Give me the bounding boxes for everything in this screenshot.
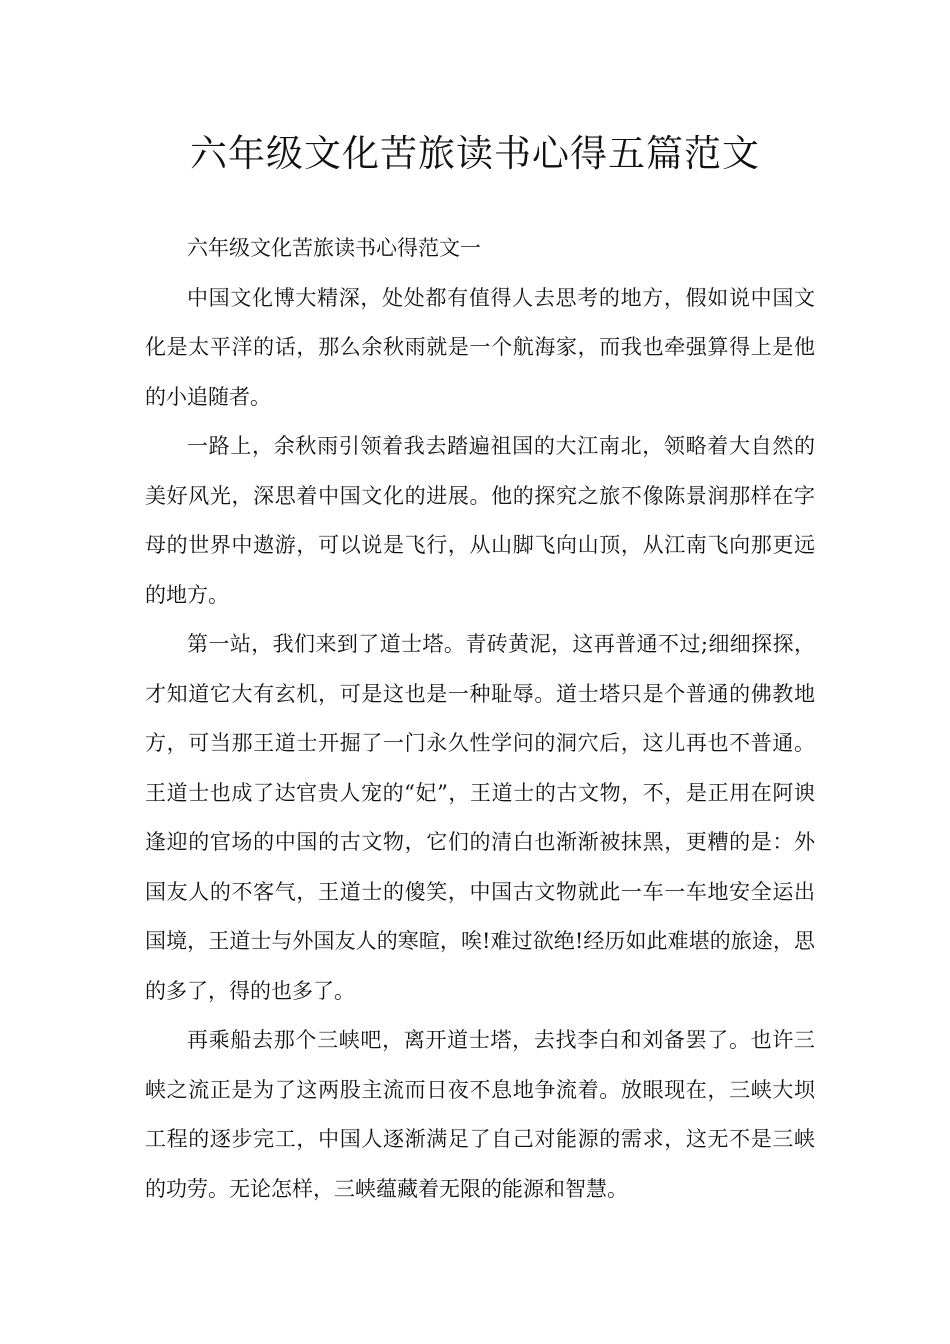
paragraph: 再乘船去那个三峡吧，离开道士塔，去找李白和刘备罢了。也许三峡之流正是为了这两股主流而日夜不息地争流着。放眼现在，三峡大坝工程的逐步完工，中国人逐渐满足了自己对能源的需求，这无不是三峡的功劳。无论怎样，三峡蕴藏着无限的能源和智慧。	[145, 1028, 815, 1201]
paragraph: 中国文化博大精深，处处都有值得人去思考的地方，假如说中国文化是太平洋的话，那么余秋雨就是一个航海家，而我也牵强算得上是他的小追随者。	[145, 285, 815, 409]
document-body	[145, 224, 815, 1214]
paragraph: 第一站，我们来到了道士塔。青砖黄泥，这再普通不过;细细探探，才知道它大有玄机，可是这也是一种耻辱。道士塔只是个普通的佛教地方，可当那王道士开掘了一门永久性学问的洞穴后，这儿再也不普通。王道士也成了达官贵人宠的“妃”，王道士的古文物，不，是正用在阿谀逢迎的官场的中国的古文物，它们的清白也渐渐被抹黑，更糟的是：外国友人的不客气，王道士的傻笑，中国古文物就此一车一车地安全运出国境，王道士与外国友人的寒暄，唉!难过欲绝!经历如此难堪的旅途，思的多了，得的也多了。	[145, 632, 815, 1003]
section-heading: 六年级文化苦旅读书心得范文一	[187, 236, 481, 260]
page-title: 六年级文化苦旅读书心得五篇范文	[190, 132, 760, 175]
paragraph: 一路上，余秋雨引领着我去踏遍祖国的大江南北，领略着大自然的美好风光，深思着中国文化的进展。他的探究之旅不像陈景润那样在字母的世界中遨游，可以说是飞行，从山脚飞向山顶，从江南飞向那更远的地方。	[145, 434, 815, 607]
